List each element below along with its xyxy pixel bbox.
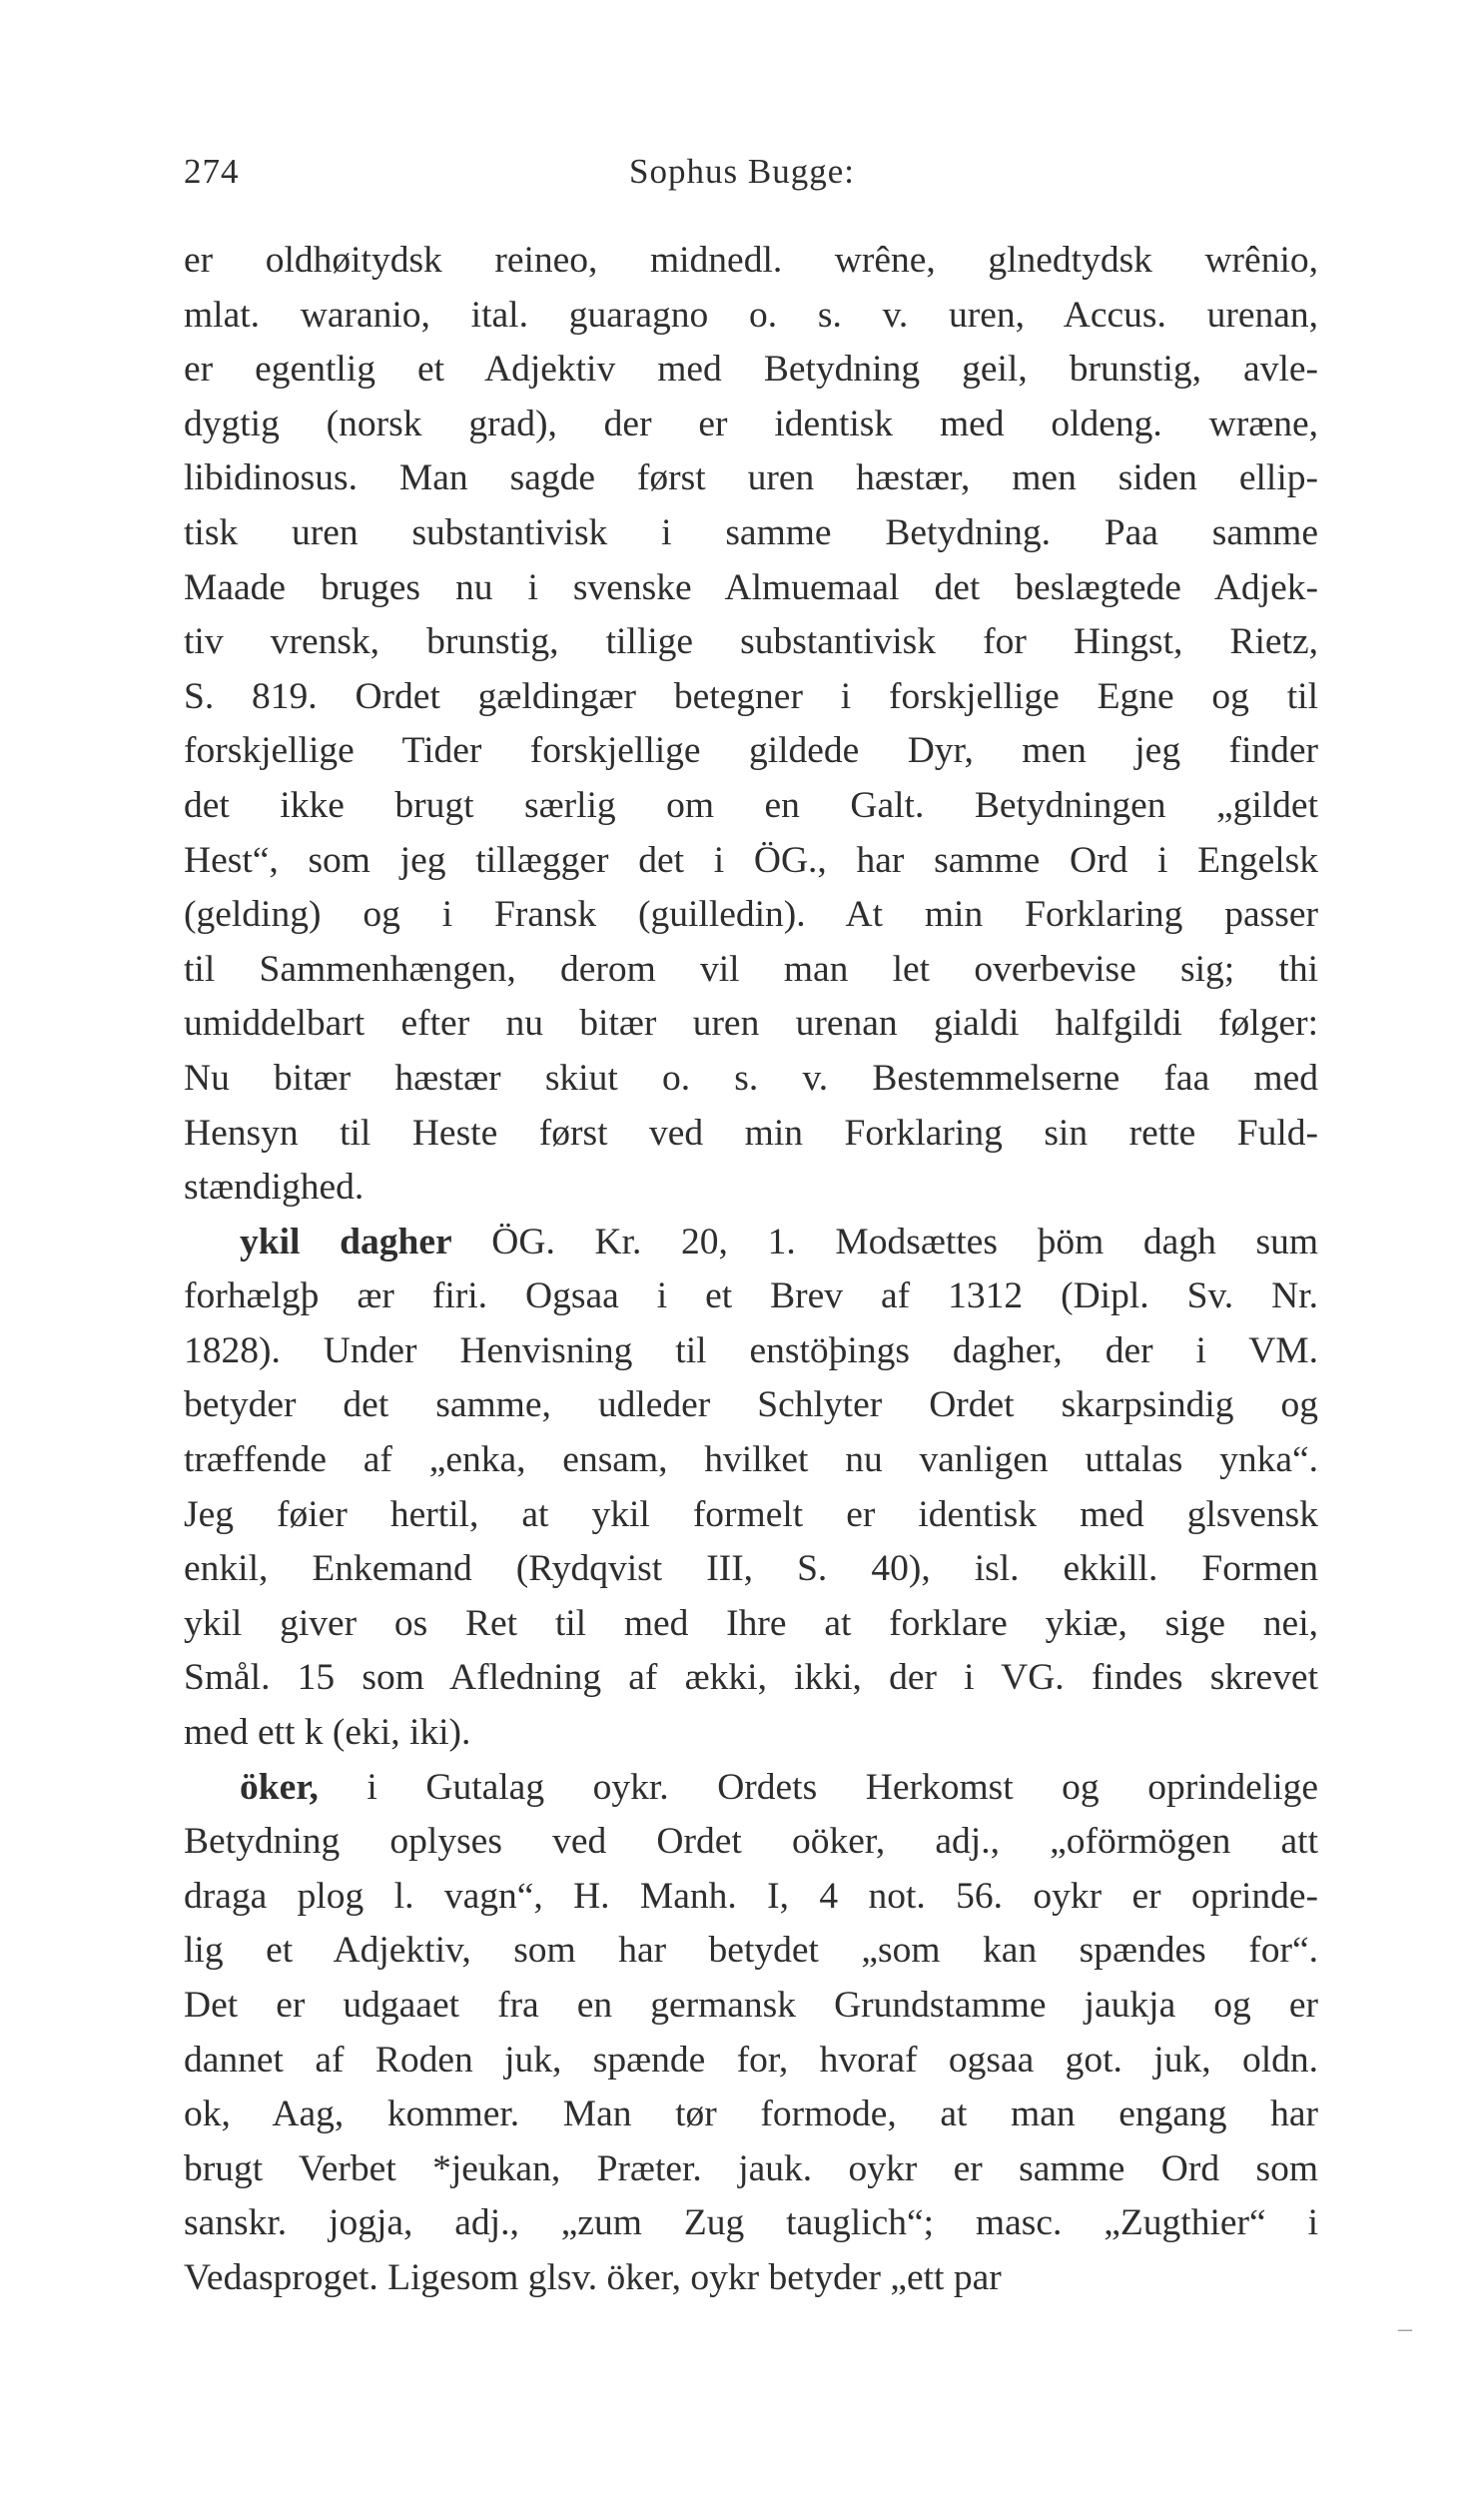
text-line: træffende af „enka, ensam, hvilket nu vanligen uttalas ynka“.	[184, 1439, 1318, 1481]
text-line: draga plog l. vagn“, H. Manh. I, 4 not. 56. oykr er oprinde-	[184, 1875, 1318, 1917]
text-line: Maade bruges nu i svenske Almuemaal det beslægtede Adjek-	[184, 566, 1318, 608]
text-line: er egentlig et Adjektiv med Betydning geil, brunstig, avle-	[184, 349, 1318, 391]
text-line: er oldhøitydsk reineo, midnedl. wrêne, glnedtydsk wrênio,	[184, 240, 1318, 281]
text-line: S. 819. Ordet gældingær betegner i forskjellige Egne og til	[184, 675, 1318, 717]
text-line: enkil, Enkemand (Rydqvist III, S. 40), isl. ekkill. Formen	[184, 1548, 1318, 1590]
text-line: Det er udgaaet fra en germansk Grundstamme jaukja og er	[184, 1985, 1318, 2026]
text-line: tisk uren substantivisk i samme Betydning. Paa samme	[184, 511, 1318, 553]
entry-line-text: i Gutalag oykr. Ordets Herkomst og oprindelige	[367, 1766, 1319, 1808]
entry-first-line	[184, 1216, 1318, 1270]
text-line: Nu bitær hæstær skiut o. s. v. Bestemmelserne faa med	[184, 1057, 1318, 1099]
text-line: Smål. 15 som Afledning af ækki, ikki, der i VG. findes skrevet	[184, 1657, 1318, 1699]
text-line: lig et Adjektiv, som har betydet „som kan spændes for“.	[184, 1930, 1318, 1972]
page-number: 274	[184, 152, 240, 191]
entry-headword: ykil dagher	[240, 1221, 452, 1262]
text-line: libidinosus. Man sagde først uren hæstær, men siden ellip-	[184, 457, 1318, 499]
text-line: dannet af Roden juk, spænde for, hvoraf ogsaa got. juk, oldn.	[184, 2039, 1318, 2081]
text-line: Jeg føier hertil, at ykil formelt er identisk med glsvensk	[184, 1493, 1318, 1535]
text-line: 1828). Under Henvisning til enstöþings dagher, der i VM.	[184, 1329, 1318, 1371]
text-line: til Sammenhængen, derom vil man let overbevise sig; thi	[184, 948, 1318, 990]
text-line: Vedasproget. Ligesom glsv. öker, oykr betyder „ett par	[184, 2256, 1002, 2298]
entry-first-line	[184, 1761, 1318, 1816]
text-line: tiv vrensk, brunstig, tillige substantivisk for Hingst, Rietz,	[184, 621, 1318, 663]
text-line: det ikke brugt særlig om en Galt. Betydningen „gildet	[184, 784, 1318, 826]
margin-mark: –	[1398, 2313, 1412, 2344]
text-line: umiddelbart efter nu bitær uren urenan gialdi halfgildi følger:	[184, 1003, 1318, 1045]
text-line: forskjellige Tider forskjellige gildede Dyr, men jeg finder	[184, 730, 1318, 772]
text-line: Hest“, som jeg tillægger det i ÖG., har samme Ord i Engelsk	[184, 839, 1318, 881]
text-line: stændighed.	[184, 1167, 365, 1209]
body-text	[184, 234, 1318, 2306]
text-line: Betydning oplyses ved Ordet oöker, adj., „oförmögen att	[184, 1821, 1318, 1863]
entry-headword: öker,	[240, 1766, 319, 1808]
running-head: Sophus Bugge:	[629, 152, 855, 191]
text-line: (gelding) og i Fransk (guilledin). At min Forklaring passer	[184, 894, 1318, 936]
text-line: ykil giver os Ret til med Ihre at forklare ykiæ, sige nei,	[184, 1602, 1318, 1644]
text-line: dygtig (norsk grad), der er identisk med oldeng. wræne,	[184, 403, 1318, 444]
text-line: med ett k (eki, iki).	[184, 1712, 471, 1754]
text-line: brugt Verbet *jeukan, Præter. jauk. oykr er samme Ord som	[184, 2147, 1318, 2189]
text-line: Hensyn til Heste først ved min Forklaring sin rette Fuld-	[184, 1112, 1318, 1154]
text-line: betyder det samme, udleder Schlyter Ordet skarpsindig og	[184, 1384, 1318, 1426]
entry-line-text: ÖG. Kr. 20, 1. Modsættes þöm dagh sum	[491, 1221, 1319, 1262]
text-line: ok, Aag, kommer. Man tør formode, at man engang har	[184, 2094, 1318, 2135]
text-line: mlat. waranio, ital. guaragno o. s. v. uren, Accus. urenan,	[184, 294, 1318, 336]
text-line: sanskr. jogja, adj., „zum Zug tauglich“; masc. „Zugthier“ i	[184, 2202, 1318, 2244]
text-line: forhælgþ ær firi. Ogsaa i et Brev af 1312 (Dipl. Sv. Nr.	[184, 1275, 1318, 1317]
